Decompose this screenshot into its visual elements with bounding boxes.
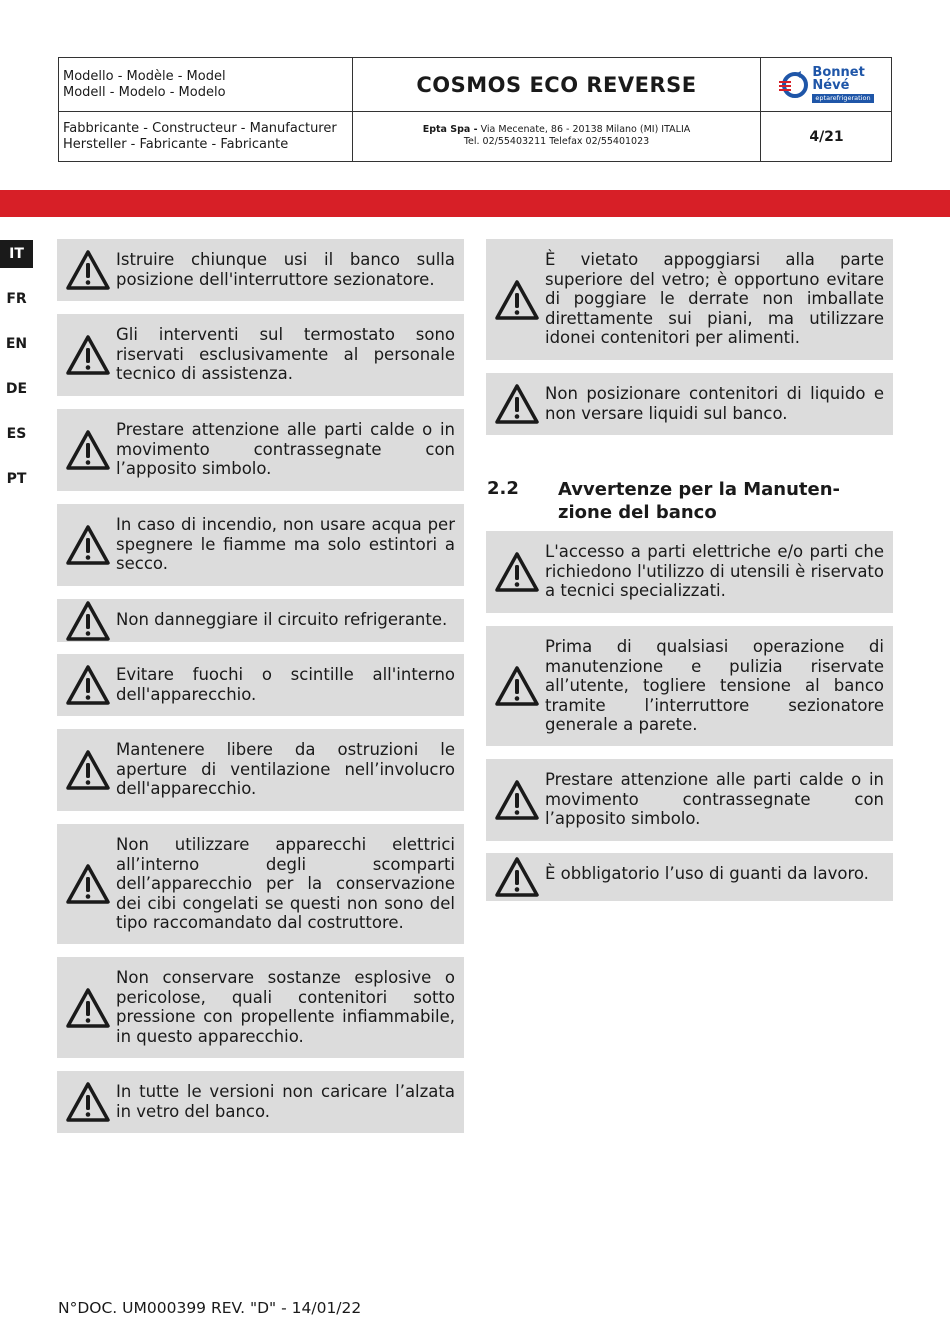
left-warning-box [57, 957, 464, 1058]
model-label-line1: Modello - Modèle - Model [63, 69, 226, 84]
language-tab-pt[interactable]: PT [0, 465, 33, 493]
warning-triangle-icon [494, 779, 540, 821]
left-warning-text: In tutte le versioni non caricare l’alzata in vetro del banco. [116, 1082, 455, 1121]
right-bottom-warning-text: L'accesso a parti elettriche e/o parti che richiedono l'utilizzo di utensili è riservato a tecnici specializzati. [545, 542, 884, 600]
document-header [58, 57, 892, 162]
left-warning-text: Non danneggiare il circuito refrigerante. [116, 610, 448, 629]
left-warning-box [57, 824, 464, 944]
section-number: 2.2 [487, 478, 519, 499]
left-warning-box [57, 729, 464, 811]
language-tab-en[interactable]: EN [0, 330, 33, 358]
right-bottom-warning-box [486, 531, 893, 613]
logo-line2: Névé [812, 78, 850, 93]
company-address: Via Mecenate, 86 - 20138 Milano (MI) ITALIA [477, 124, 691, 135]
left-warning-text: Mantenere libere da ostruzioni le aperture di ventilazione nell’involucro dell'apparecchio. [116, 740, 455, 798]
left-warning-text: Istruire chiunque usi il banco sulla posizione dell'interruttore sezionatore. [116, 250, 455, 289]
language-tab-es[interactable]: ES [0, 420, 33, 448]
right-bottom-warning-box [486, 853, 893, 901]
left-warning-text: Evitare fuochi o scintille all'interno dell'apparecchio. [116, 665, 455, 704]
left-warning-box [57, 504, 464, 586]
left-warning-box [57, 314, 464, 396]
company-name: Epta Spa - [422, 124, 478, 135]
left-warning-text: Gli interventi sul termostato sono riservati esclusivamente al personale tecnico di assistenza. [116, 325, 455, 383]
manufacturer-label [59, 112, 353, 162]
red-divider-bar [0, 190, 950, 217]
right-bottom-warning-box [486, 759, 893, 841]
language-tab-fr[interactable]: FR [0, 285, 33, 313]
warning-triangle-icon [494, 665, 540, 707]
warning-triangle-icon [494, 383, 540, 425]
document-reference: N°DOC. UM000399 REV. "D" - 14/01/22 [58, 1299, 362, 1317]
warning-triangle-icon [65, 664, 111, 706]
manufacturer-label-line2: Hersteller - Fabricante - Fabricante [63, 137, 289, 152]
left-warning-box [57, 654, 464, 716]
logo-line3: eptarefrigeration [812, 94, 873, 103]
warning-triangle-icon [65, 524, 111, 566]
brand-logo [761, 58, 892, 112]
page-number: 4/21 [809, 129, 844, 145]
left-warning-text: Non conservare sostanze esplosive o pericolose, quali contenitori sotto pressione con propellente infiammabile, in questo apparecchio. [116, 968, 455, 1046]
warning-triangle-icon [494, 856, 540, 898]
warning-triangle-icon [65, 1081, 111, 1123]
model-label [59, 58, 353, 112]
left-warning-text: Prestare attenzione alle parti calde o in movimento contrassegnate con l’apposito simbolo. [116, 420, 455, 478]
left-warning-box [57, 1071, 464, 1133]
bonnet-neve-logo-icon [779, 70, 809, 100]
right-top-warning-box [486, 373, 893, 435]
language-tab-it[interactable]: IT [0, 240, 33, 268]
warning-triangle-icon [65, 749, 111, 791]
right-bottom-warning-text: Prima di qualsiasi operazione di manutenzione e pulizia riservate all’utente, togliere tensione al banco tramite l’interruttore sezionatore generale a parete. [545, 637, 884, 734]
left-warning-box [57, 409, 464, 491]
right-top-warning-text: È vietato appoggiarsi alla parte superiore del vetro; è opportuno evitare di poggiare le derrate non imballate direttamente sui piani, ma utilizzare idonei contenitori per alimenti. [545, 250, 884, 347]
right-bottom-warning-box [486, 626, 893, 746]
warning-triangle-icon [65, 863, 111, 905]
warning-triangle-icon [65, 600, 111, 642]
manufacturer-label-line1: Fabbricante - Constructeur - Manufacturer [63, 121, 337, 136]
right-bottom-warning-text: È obbligatorio l’uso di guanti da lavoro. [545, 864, 869, 883]
left-warning-text: In caso di incendio, non usare acqua per spegnere le fiamme ma solo estintori a secco. [116, 515, 455, 573]
warning-triangle-icon [65, 334, 111, 376]
language-tab-de[interactable]: DE [0, 375, 33, 403]
model-label-line2: Modell - Modelo - Modelo [63, 85, 226, 100]
left-warning-text: Non utilizzare apparecchi elettrici all’interno degli scomparti dell’apparecchio per la conservazione dei cibi congelati se questi non sono del tipo raccomandato dal costruttore. [116, 835, 455, 932]
manufacturer-info [353, 112, 761, 162]
warning-triangle-icon [65, 429, 111, 471]
product-name: COSMOS ECO REVERSE [353, 58, 761, 112]
warning-triangle-icon [65, 987, 111, 1029]
section-title: Avvertenze per la Manuten-zione del banco [558, 479, 841, 523]
warning-triangle-icon [494, 279, 540, 321]
right-top-warning-text: Non posizionare contenitori di liquido e non versare liquidi sul banco. [545, 384, 884, 423]
right-bottom-warning-text: Prestare attenzione alle parti calde o in movimento contrassegnate con l’apposito simbolo. [545, 770, 884, 828]
warning-triangle-icon [494, 551, 540, 593]
logo-line1: Bonnet [812, 65, 865, 80]
left-warning-box [57, 599, 464, 642]
company-contacts: Tel. 02/55403211 Telefax 02/55401023 [463, 136, 650, 147]
left-warning-box [57, 239, 464, 301]
right-top-warning-box [486, 239, 893, 360]
warning-triangle-icon [65, 249, 111, 291]
